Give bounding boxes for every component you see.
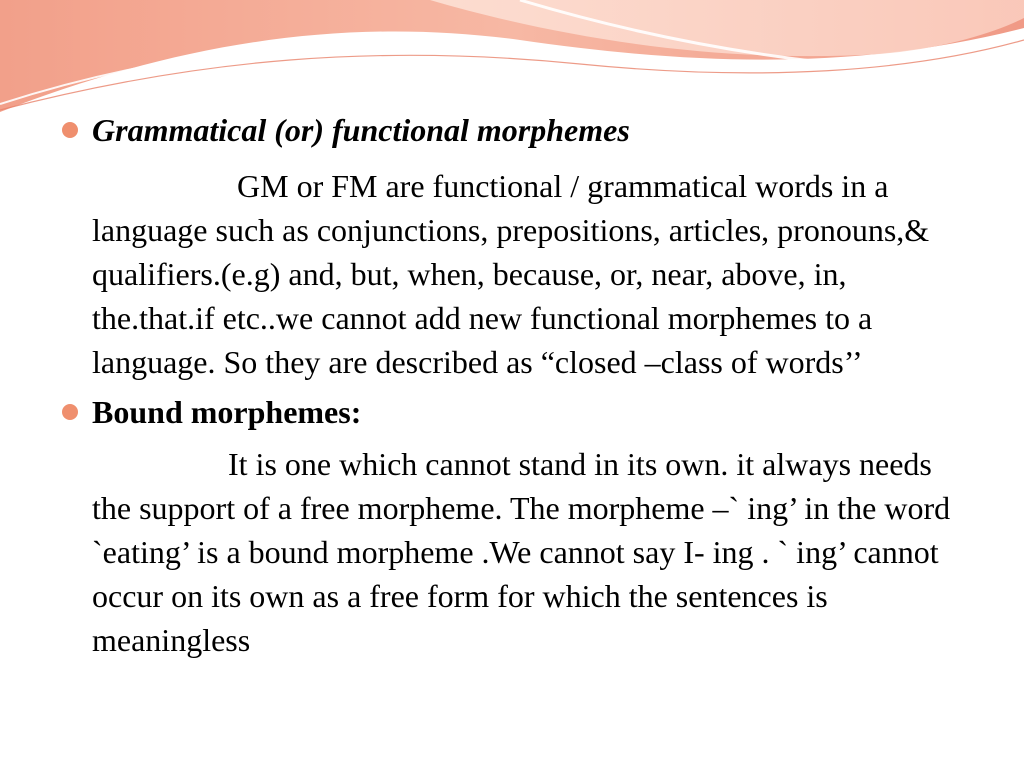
section-body — [92, 164, 960, 384]
section-functional-morphemes — [60, 108, 960, 384]
bullet-dot-icon — [62, 122, 78, 138]
section-heading: Bound morphemes: — [92, 394, 362, 430]
section-body — [92, 442, 960, 662]
section-body-text: GM or FM are functional / grammatical words in a language such as conjunctions, prepositions, articles, pronouns,& qualifiers.(e.g) and, but, when, because, or, near, above, in, the.that.if etc..we cannot add new functional morphemes to a language. So they are described as “closed –class of words’’ — [92, 168, 930, 380]
header-wave-decoration — [0, 0, 1024, 120]
section-heading: Grammatical (or) functional morphemes — [92, 112, 630, 148]
section-bound-morphemes — [60, 390, 960, 662]
bullet-dot-icon — [62, 404, 78, 420]
section-body-text: It is one which cannot stand in its own. it always needs the support of a free morpheme. The morpheme –` ing’ in the word `eating’ is a bound morpheme .We cannot say I- ing . ` ing’ cannot occur on its own as a free form for which the sentences is meaningless — [92, 446, 951, 658]
slide-content — [60, 108, 960, 662]
